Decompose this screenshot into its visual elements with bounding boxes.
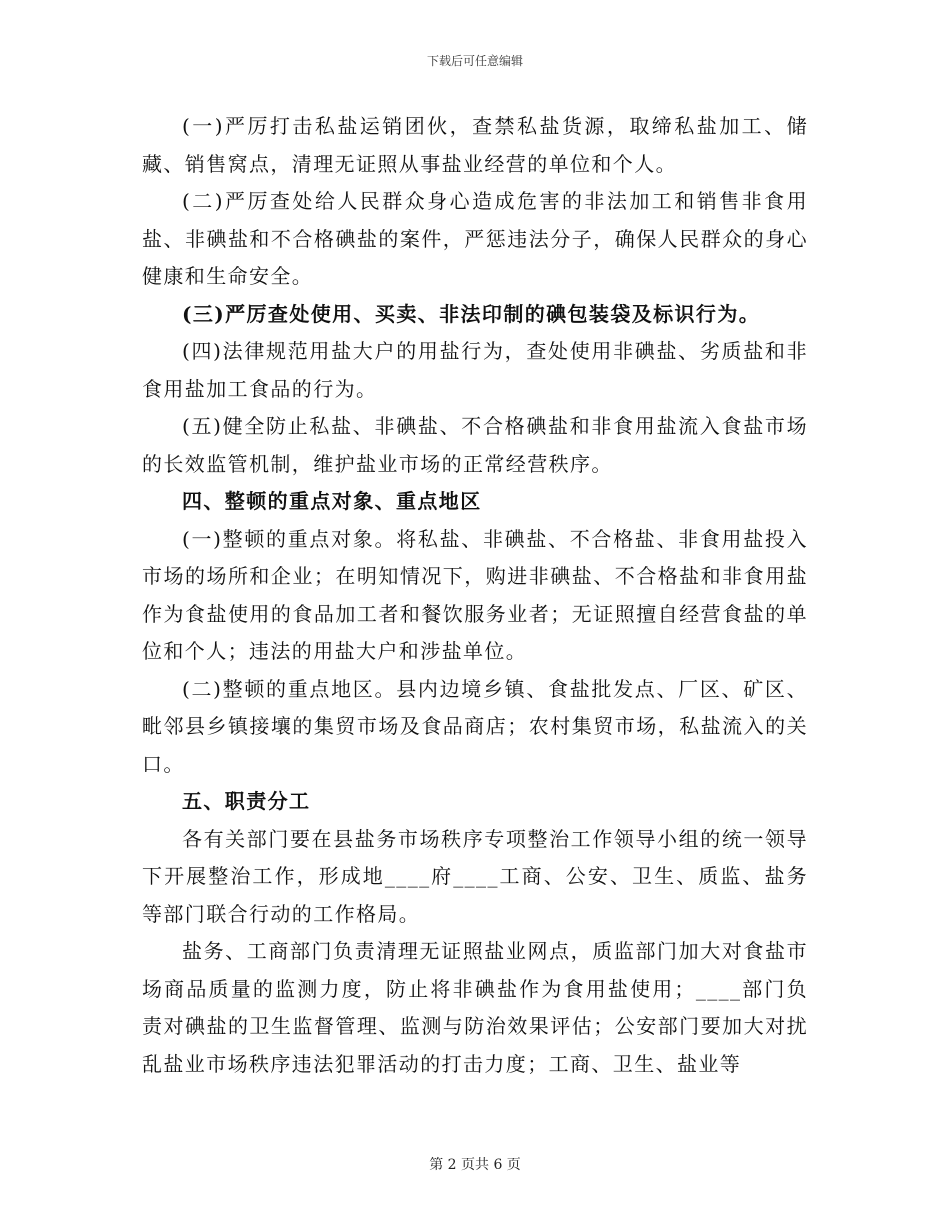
document-body (142, 108, 808, 1083)
section-heading-5: 五、职责分工 (182, 789, 311, 813)
paragraph-7: (二)整顿的重点地区。县内边境乡镇、食盐批发点、厂区、矿区、毗邻县乡镇接壤的集贸市场及食品商店；农村集贸市场，私盐流入的关口。 (142, 676, 808, 776)
paragraph-5: (五)健全防止私盐、非碘盐、不合格碘盐和非食用盐流入食盐市场的长效监管机制，维护盐业市场的正常经营秩序。 (142, 414, 808, 476)
page-footer: 第 2 页共 6 页 (429, 1157, 521, 1173)
page-header: 下载后可任意编辑 (426, 54, 523, 68)
paragraph-2: (二)严厉查处给人民群众身心造成危害的非法加工和销售非食用盐、非碘盐和不合格碘盐的案件，严惩违法分子，确保人民群众的身心健康和生命安全。 (142, 189, 808, 288)
paragraph-1: (一)严厉打击私盐运销团伙，查禁私盐货源，取缔私盐加工、储藏、销售窝点，清理无证照从事盐业经营的单位和个人。 (142, 114, 808, 176)
paragraph-9: 盐务、工商部门负责清理无证照盐业网点，质监部门加大对食盐市场商品质量的监测力度，防止将非碘盐作为食用盐使用；____部门负责对碘盐的卫生监督管理、监测与防治效果评估；公安部门要加大对扰乱盐业市场秩序违法犯罪活动的打击力度；工商、卫生、盐业等 (142, 939, 808, 1076)
paragraph-4: (四)法律规范用盐大户的用盐行为，查处使用非碘盐、劣质盐和非食用盐加工食品的行为。 (142, 339, 808, 401)
paragraph-3: (三)严厉查处使用、买卖、非法印制的碘包装袋及标识行为。 (182, 301, 761, 326)
paragraph-6: (一)整顿的重点对象。将私盐、非碘盐、不合格盐、非食用盐投入市场的场所和企业；在明知情况下，购进非碘盐、不合格盐和非食用盐作为食盐使用的食品加工者和餐饮服务业者；无证照擅自经营食盐的单位和个人；违法的用盐大户和涉盐单位。 (142, 526, 808, 663)
section-heading-4: 四、整顿的重点对象、重点地区 (182, 489, 482, 513)
paragraph-8: 各有关部门要在县盐务市场秩序专项整治工作领导小组的统一领导下开展整治工作，形成地____府____工商、公安、卫生、质监、盐务等部门联合行动的工作格局。 (142, 826, 808, 926)
